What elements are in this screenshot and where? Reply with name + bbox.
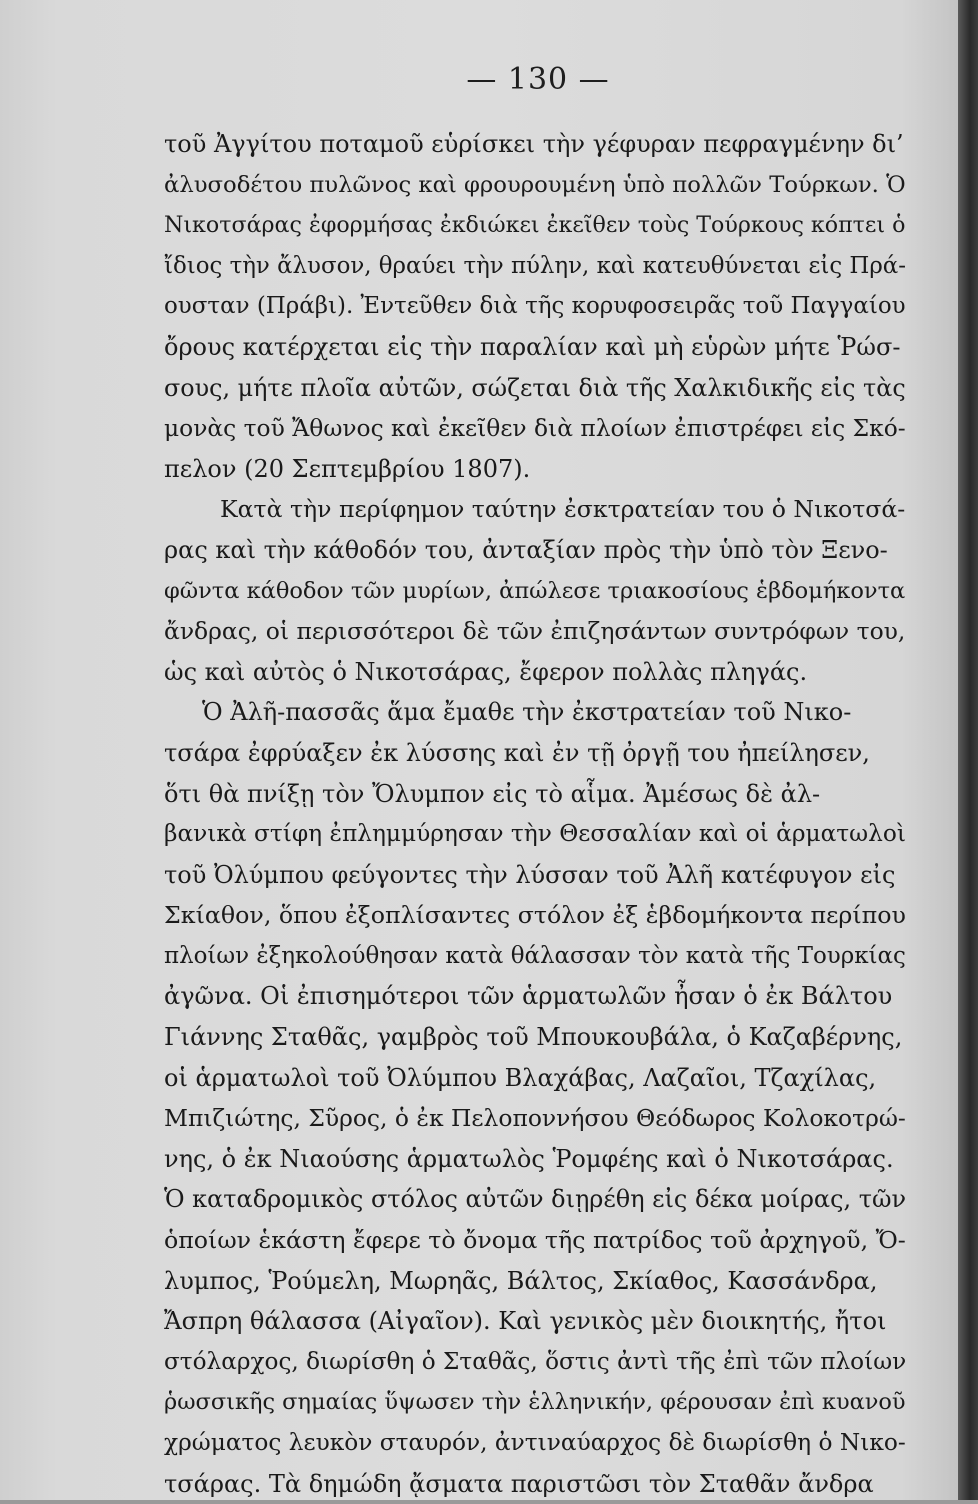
text-line: σους, μήτε πλοῖα αὐτῶν, σώζεται διὰ τῆς Χαλκιδικῆς εἰς τὰς: [164, 373, 906, 402]
paragraph-start-line: Κατὰ τὴν περίφημον ταύτην ἐσκτρατείαν του ὁ Νικοτσά-: [220, 495, 906, 524]
text-line: τοῦ Ἀγγίτου ποταμοῦ εὑρίσκει τὴν γέφυραν πεφραγμένην δι’: [164, 130, 904, 158]
text-line: ὡς καὶ αὐτὸς ὁ Νικοτσάρας, ἔφερον πολλὰς πληγάς.: [164, 657, 808, 686]
text-line: ρας καὶ τὴν κάθοδόν του, ἀνταξίαν πρὸς τὴν ὑπὸ τὸν Ξενο-: [164, 535, 888, 564]
text-line: νης, ὁ ἐκ Νιαούσης ἁρματωλὸς Ῥομφέης καὶ ὁ Νικοτσάρας.: [164, 1144, 894, 1173]
text-line: Ἄσπρη θάλασσα (Αἰγαῖον). Καὶ γενικὸς μὲν διοικητής, ἤτοι: [164, 1307, 887, 1336]
text-line: τσάρας. Τὰ δημώδη ᾄσματα παριστῶσι τὸν Σταθᾶν ἄνδρα: [164, 1469, 874, 1498]
text-line: ῥωσσικῆς σημαίας ὕψωσεν τὴν ἑλληνικήν, φέρουσαν ἐπὶ κυανοῦ: [164, 1389, 906, 1416]
text-line: τσάρα ἐφρύαξεν ἐκ λύσσης καὶ ἐν τῇ ὀργῇ του ἠπείλησεν,: [164, 738, 870, 767]
page-edge-shadow: [958, 0, 978, 1500]
text-line: βανικὰ στίφη ἐπλημμύρησαν τὴν Θεσσαλίαν καὶ οἱ ἁρματωλοὶ: [164, 820, 906, 848]
page-number: — 130 —: [466, 62, 610, 97]
text-line: ἴδιος τὴν ἄλυσον, θραύει τὴν πύλην, καὶ κατευθύνεται εἰς Πρά-: [164, 252, 906, 279]
paragraph-start-line: Ὁ Ἀλῆ-πασσᾶς ἅμα ἔμαθε τὴν ἐκστρατείαν τοῦ Νικο-: [202, 698, 852, 727]
text-line: ουσταν (Πράβι). Ἐντεῦθεν διὰ τῆς κορυφοσειρᾶς τοῦ Παγγαίου: [164, 293, 906, 320]
text-line: ὅτι θὰ πνίξῃ τὸν Ὄλυμπον εἰς τὸ αἷμα. Ἀμέσως δὲ ἀλ-: [164, 779, 821, 808]
text-line: ὁποίων ἑκάστη ἔφερε τὸ ὄνομα τῆς πατρίδος τοῦ ἀρχηγοῦ, Ὄ-: [164, 1226, 906, 1255]
text-line: Σκίαθον, ὅπου ἐξοπλίσαντες στόλον ἐξ ἑβδομήκοντα περίπου: [164, 901, 906, 930]
text-line: Γιάννης Σταθᾶς, γαμβρὸς τοῦ Μπουκουβάλα, ὁ Καζαβέρνης,: [164, 1023, 903, 1052]
text-line: μονὰς τοῦ Ἄθωνος καὶ ἐκεῖθεν διὰ πλοίων ἐπιστρέφει εἰς Σκό-: [164, 414, 906, 443]
text-line: πελον (20 Σεπτεμβρίου 1807).: [164, 454, 531, 483]
text-line: στόλαρχος, διωρίσθη ὁ Σταθᾶς, ὅστις ἀντὶ τῆς ἐπὶ τῶν πλοίων: [164, 1348, 907, 1375]
text-line: ὄρους κατέρχεται εἰς τὴν παραλίαν καὶ μὴ εὑρὼν μήτε Ῥώσ-: [164, 332, 901, 361]
text-line: οἱ ἁρματωλοὶ τοῦ Ὀλύμπου Βλαχάβας, Λαζαῖοι, Τζαχίλας,: [164, 1063, 877, 1092]
text-line: πλοίων ἐξηκολούθησαν κατὰ θάλασσαν τὸν κατὰ τῆς Τουρκίας: [164, 942, 906, 969]
text-line: λυμπος, Ῥούμελη, Μωρηᾶς, Βάλτος, Σκίαθος, Κασσάνδρα,: [164, 1266, 878, 1295]
text-line: Ὁ καταδρομικὸς στόλος αὐτῶν διῃρέθη εἰς δέκα μοίρας, τῶν: [164, 1185, 907, 1214]
text-line: χρώματος λευκὸν σταυρόν, ἀντιναύαρχος δὲ διωρίσθη ὁ Νικο-: [164, 1429, 906, 1456]
text-line: ἀγῶνα. Οἱ ἐπισημότεροι τῶν ἁρματωλῶν ἦσαν ὁ ἐκ Βάλτου: [164, 982, 893, 1011]
text-line: τοῦ Ὀλύμπου φεύγοντες τὴν λύσσαν τοῦ Ἀλῆ κατέφυγον εἰς: [164, 860, 896, 889]
body-text: [164, 124, 906, 1504]
text-line: Νικοτσάρας ἐφορμήσας ἐκδιώκει ἐκεῖθεν τοὺς Τούρκους κόπτει ὁ: [164, 212, 906, 239]
text-line: ἀλυσοδέτου πυλῶνος καὶ φρουρουμένη ὑπὸ πολλῶν Τούρκων. Ὁ: [164, 171, 906, 198]
text-line: φῶντα κάθοδον τῶν μυρίων, ἀπώλεσε τριακοσίους ἑβδομήκοντα: [164, 577, 906, 604]
text-line: Μπιζιώτης, Σῦρος, ὁ ἐκ Πελοποννήσου Θεόδωρος Κολοκοτρώ-: [164, 1104, 906, 1133]
text-line: ἄνδρας, οἱ περισσότεροι δὲ τῶν ἐπιζησάντων συντρόφων του,: [164, 617, 906, 646]
